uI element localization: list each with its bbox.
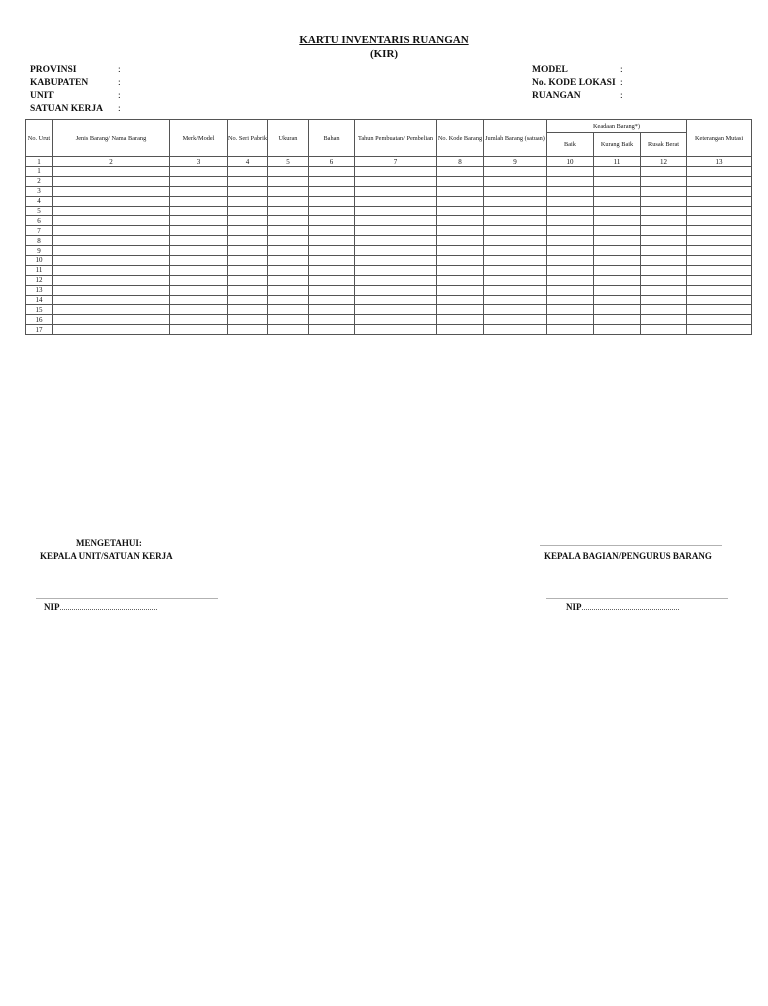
table-cell — [170, 216, 228, 226]
table-cell — [309, 236, 355, 246]
table-cell — [594, 325, 641, 335]
table-cell — [170, 186, 228, 196]
table-cell — [641, 325, 687, 335]
table-cell — [687, 186, 752, 196]
table-cell — [309, 325, 355, 335]
table-cell — [228, 295, 268, 305]
table-cell — [53, 206, 170, 216]
table-cell — [170, 315, 228, 325]
table-cell — [355, 206, 437, 216]
table-cell — [309, 186, 355, 196]
table-body — [26, 167, 752, 335]
table-cell — [170, 256, 228, 266]
table-cell — [687, 216, 752, 226]
field-label-kode-lokasi: No. KODE LOKASI — [532, 78, 616, 88]
table-cell — [484, 206, 547, 216]
table-cell — [484, 216, 547, 226]
table-cell — [437, 305, 484, 315]
column-number: 8 — [437, 157, 484, 167]
row-number-cell: 6 — [26, 216, 53, 226]
row-number-cell: 13 — [26, 285, 53, 295]
table-row — [26, 305, 752, 315]
table-cell — [594, 186, 641, 196]
table-cell — [641, 206, 687, 216]
table-cell — [547, 196, 594, 206]
table-cell — [687, 226, 752, 236]
table-cell — [170, 196, 228, 206]
table-cell — [687, 167, 752, 177]
row-number-cell: 7 — [26, 226, 53, 236]
table-cell — [437, 295, 484, 305]
table-cell — [355, 315, 437, 325]
table-row — [26, 256, 752, 266]
header-bahan: Bahan — [309, 120, 355, 157]
field-label-kabupaten: KABUPATEN — [30, 78, 89, 88]
table-cell — [170, 265, 228, 275]
table-cell — [170, 167, 228, 177]
table-cell — [355, 226, 437, 236]
table-cell — [687, 265, 752, 275]
table-row — [26, 216, 752, 226]
table-cell — [268, 186, 309, 196]
table-cell — [53, 265, 170, 275]
table-cell — [268, 305, 309, 315]
field-colon: : — [620, 78, 623, 88]
table-cell — [53, 176, 170, 186]
table-cell — [547, 216, 594, 226]
table-cell — [355, 295, 437, 305]
table-cell — [228, 275, 268, 285]
table-cell — [355, 176, 437, 186]
inventory-table — [25, 119, 752, 335]
table-cell — [228, 167, 268, 177]
row-number-cell: 12 — [26, 275, 53, 285]
table-cell — [687, 315, 752, 325]
table-cell — [53, 236, 170, 246]
row-number-cell: 9 — [26, 246, 53, 256]
table-cell — [594, 305, 641, 315]
table-cell — [641, 176, 687, 186]
field-colon: : — [118, 78, 121, 88]
header-kode-barang: No. Kode Barang — [437, 120, 484, 157]
table-cell — [594, 206, 641, 216]
table-cell — [355, 167, 437, 177]
table-cell — [547, 256, 594, 266]
table-cell — [355, 196, 437, 206]
table-cell — [228, 325, 268, 335]
table-cell — [268, 206, 309, 216]
table-cell — [170, 246, 228, 256]
row-number-cell: 5 — [26, 206, 53, 216]
table-cell — [687, 325, 752, 335]
table-cell — [687, 176, 752, 186]
table-cell — [228, 315, 268, 325]
table-cell — [687, 256, 752, 266]
column-number: 11 — [594, 157, 641, 167]
table-cell — [641, 315, 687, 325]
table-cell — [53, 196, 170, 206]
table-cell — [309, 176, 355, 186]
table-cell — [309, 315, 355, 325]
table-cell — [309, 295, 355, 305]
row-number-cell: 4 — [26, 196, 53, 206]
nip-left: NIP................................................. — [44, 602, 158, 612]
table-cell — [484, 226, 547, 236]
table-cell — [594, 275, 641, 285]
table-cell — [641, 275, 687, 285]
table-cell — [547, 236, 594, 246]
table-cell — [641, 216, 687, 226]
table-cell — [53, 186, 170, 196]
table-cell — [268, 216, 309, 226]
table-cell — [268, 275, 309, 285]
table-row — [26, 325, 752, 335]
table-cell — [170, 325, 228, 335]
table-cell — [53, 305, 170, 315]
table-cell — [484, 236, 547, 246]
header-keadaan: Keadaan Barang*) — [547, 120, 687, 133]
field-colon: : — [620, 91, 623, 101]
table-cell — [53, 285, 170, 295]
table-cell — [309, 275, 355, 285]
table-cell — [228, 265, 268, 275]
column-number: 5 — [268, 157, 309, 167]
column-number: 7 — [355, 157, 437, 167]
field-label-unit: UNIT — [30, 91, 54, 101]
table-cell — [437, 196, 484, 206]
table-cell — [594, 176, 641, 186]
header-no-seri: No. Seri Pabrik — [228, 120, 268, 157]
table-cell — [594, 315, 641, 325]
table-cell — [309, 226, 355, 236]
table-cell — [484, 196, 547, 206]
column-number: 10 — [547, 157, 594, 167]
signature-line-right: ........................................................................................... — [546, 592, 728, 601]
table-cell — [484, 176, 547, 186]
table-cell — [687, 196, 752, 206]
table-cell — [594, 295, 641, 305]
kepala-unit-label: KEPALA UNIT/SATUAN KERJA — [40, 551, 173, 561]
field-label-provinsi: PROVINSI — [30, 65, 77, 75]
table-cell — [641, 305, 687, 315]
table-cell — [484, 275, 547, 285]
table-cell — [547, 305, 594, 315]
table-cell — [594, 236, 641, 246]
table-cell — [687, 285, 752, 295]
table-cell — [641, 167, 687, 177]
table-cell — [170, 236, 228, 246]
table-cell — [228, 285, 268, 295]
table-cell — [641, 196, 687, 206]
row-number-cell: 1 — [26, 167, 53, 177]
table-cell — [170, 275, 228, 285]
table-cell — [641, 295, 687, 305]
table-cell — [268, 285, 309, 295]
table-cell — [687, 275, 752, 285]
table-cell — [594, 265, 641, 275]
header-kurang-baik: Kurang Baik — [594, 133, 641, 157]
table-cell — [437, 186, 484, 196]
table-cell — [309, 196, 355, 206]
table-row — [26, 176, 752, 186]
table-cell — [437, 167, 484, 177]
table-cell — [170, 295, 228, 305]
field-colon: : — [118, 65, 121, 75]
table-cell — [170, 226, 228, 236]
table-cell — [228, 236, 268, 246]
table-cell — [268, 196, 309, 206]
row-number-cell: 11 — [26, 265, 53, 275]
column-number: 12 — [641, 157, 687, 167]
table-cell — [268, 265, 309, 275]
table-cell — [53, 315, 170, 325]
table-cell — [53, 256, 170, 266]
table-cell — [170, 206, 228, 216]
table-row — [26, 167, 752, 177]
row-number-cell: 15 — [26, 305, 53, 315]
table-cell — [687, 295, 752, 305]
table-row — [26, 206, 752, 216]
table-cell — [437, 246, 484, 256]
row-number-cell: 3 — [26, 186, 53, 196]
table-row — [26, 226, 752, 236]
table-cell — [268, 315, 309, 325]
table-cell — [355, 216, 437, 226]
row-number-cell: 8 — [26, 236, 53, 246]
table-cell — [547, 206, 594, 216]
table-cell — [484, 186, 547, 196]
table-cell — [437, 265, 484, 275]
table-cell — [484, 285, 547, 295]
table-cell — [228, 176, 268, 186]
table-cell — [170, 285, 228, 295]
table-cell — [268, 325, 309, 335]
row-number-cell: 17 — [26, 325, 53, 335]
table-cell — [268, 246, 309, 256]
table-cell — [53, 226, 170, 236]
table-cell — [687, 206, 752, 216]
table-cell — [641, 236, 687, 246]
column-number: 4 — [228, 157, 268, 167]
table-cell — [309, 216, 355, 226]
table-cell — [547, 246, 594, 256]
table-cell — [641, 226, 687, 236]
kepala-bagian-label: KEPALA BAGIAN/PENGURUS BARANG — [544, 551, 712, 561]
table-cell — [437, 176, 484, 186]
row-number-cell: 16 — [26, 315, 53, 325]
field-label-model: MODEL — [532, 65, 568, 75]
table-cell — [355, 186, 437, 196]
table-cell — [355, 305, 437, 315]
field-label-ruangan: RUANGAN — [532, 91, 581, 101]
place-date-line: ........................................................................................... — [540, 539, 722, 548]
table-cell — [53, 325, 170, 335]
table-cell — [228, 256, 268, 266]
table-cell — [641, 265, 687, 275]
table-cell — [268, 295, 309, 305]
table-cell — [437, 325, 484, 335]
document-subtitle: (KIR) — [369, 48, 399, 60]
table-cell — [53, 275, 170, 285]
table-cell — [228, 226, 268, 236]
table-cell — [484, 265, 547, 275]
row-number-cell: 2 — [26, 176, 53, 186]
header-baik: Baik — [547, 133, 594, 157]
table-cell — [484, 315, 547, 325]
table-cell — [547, 186, 594, 196]
table-row — [26, 265, 752, 275]
field-colon: : — [118, 104, 121, 114]
table-cell — [594, 256, 641, 266]
table-row — [26, 236, 752, 246]
table-cell — [228, 186, 268, 196]
table-cell — [268, 226, 309, 236]
header-jenis-barang: Jenis Barang/ Nama Barang — [53, 120, 170, 157]
table-cell — [170, 176, 228, 186]
table-cell — [355, 246, 437, 256]
row-number-cell: 14 — [26, 295, 53, 305]
table-cell — [594, 167, 641, 177]
table-cell — [437, 216, 484, 226]
table-cell — [547, 226, 594, 236]
table-cell — [228, 246, 268, 256]
table-cell — [53, 295, 170, 305]
table-cell — [355, 265, 437, 275]
table-cell — [53, 246, 170, 256]
table-cell — [594, 196, 641, 206]
table-cell — [228, 305, 268, 315]
table-cell — [268, 256, 309, 266]
column-number: 6 — [309, 157, 355, 167]
table-cell — [437, 206, 484, 216]
table-cell — [594, 285, 641, 295]
table-cell — [484, 305, 547, 315]
field-colon: : — [118, 91, 121, 101]
field-colon: : — [620, 65, 623, 75]
table-header-row — [26, 120, 752, 133]
header-jumlah: Jumlah Barang (satuan) — [484, 120, 547, 157]
table-cell — [355, 285, 437, 295]
row-number-cell: 10 — [26, 256, 53, 266]
table-cell — [687, 305, 752, 315]
header-tahun: Tahun Pembuatan/ Pembelian — [355, 120, 437, 157]
document-title: KARTU INVENTARIS RUANGAN — [299, 34, 469, 46]
column-number: 1 — [26, 157, 53, 167]
table-cell — [484, 167, 547, 177]
table-cell — [309, 206, 355, 216]
table-cell — [547, 265, 594, 275]
table-cell — [641, 246, 687, 256]
table-cell — [228, 206, 268, 216]
table-cell — [437, 256, 484, 266]
table-cell — [547, 176, 594, 186]
column-number-row — [26, 157, 752, 167]
nip-right: NIP................................................. — [566, 602, 680, 612]
table-cell — [268, 176, 309, 186]
table-cell — [547, 315, 594, 325]
table-cell — [268, 236, 309, 246]
table-cell — [594, 216, 641, 226]
table-cell — [547, 275, 594, 285]
table-cell — [53, 167, 170, 177]
header-keterangan: Keterangan Mutasi — [687, 120, 752, 157]
table-cell — [355, 325, 437, 335]
table-cell — [547, 167, 594, 177]
table-row — [26, 285, 752, 295]
table-cell — [53, 216, 170, 226]
table-cell — [355, 236, 437, 246]
table-row — [26, 246, 752, 256]
table-cell — [641, 285, 687, 295]
table-cell — [547, 295, 594, 305]
signature-line-left: ........................................................................................... — [36, 592, 218, 601]
table-row — [26, 186, 752, 196]
table-cell — [355, 275, 437, 285]
table-cell — [309, 167, 355, 177]
table-cell — [484, 295, 547, 305]
table-cell — [547, 325, 594, 335]
table-cell — [309, 305, 355, 315]
table-row — [26, 275, 752, 285]
header-rusak-berat: Rusak Berat — [641, 133, 687, 157]
table-cell — [437, 236, 484, 246]
header-merk-model: Merk/Model — [170, 120, 228, 157]
table-cell — [547, 285, 594, 295]
table-row — [26, 196, 752, 206]
table-cell — [484, 256, 547, 266]
column-number: 9 — [484, 157, 547, 167]
table-row — [26, 315, 752, 325]
table-cell — [484, 325, 547, 335]
table-cell — [355, 256, 437, 266]
table-cell — [594, 246, 641, 256]
table-cell — [484, 246, 547, 256]
table-cell — [437, 285, 484, 295]
table-cell — [437, 315, 484, 325]
table-cell — [309, 246, 355, 256]
table-cell — [170, 305, 228, 315]
column-number: 2 — [53, 157, 170, 167]
table-cell — [641, 186, 687, 196]
table-cell — [228, 216, 268, 226]
table-cell — [687, 246, 752, 256]
table-cell — [687, 236, 752, 246]
table-cell — [228, 196, 268, 206]
table-cell — [641, 256, 687, 266]
field-label-satuan-kerja: SATUAN KERJA — [30, 104, 103, 114]
table-cell — [309, 256, 355, 266]
table-cell — [309, 285, 355, 295]
mengetahui-label: MENGETAHUI: — [76, 538, 142, 548]
table-cell — [594, 226, 641, 236]
table-cell — [268, 167, 309, 177]
table-row — [26, 295, 752, 305]
header-ukuran: Ukuran — [268, 120, 309, 157]
header-no-urut: No. Urut — [26, 120, 53, 157]
column-number: 13 — [687, 157, 752, 167]
table-cell — [309, 265, 355, 275]
table-cell — [437, 275, 484, 285]
table-cell — [437, 226, 484, 236]
column-number: 3 — [170, 157, 228, 167]
